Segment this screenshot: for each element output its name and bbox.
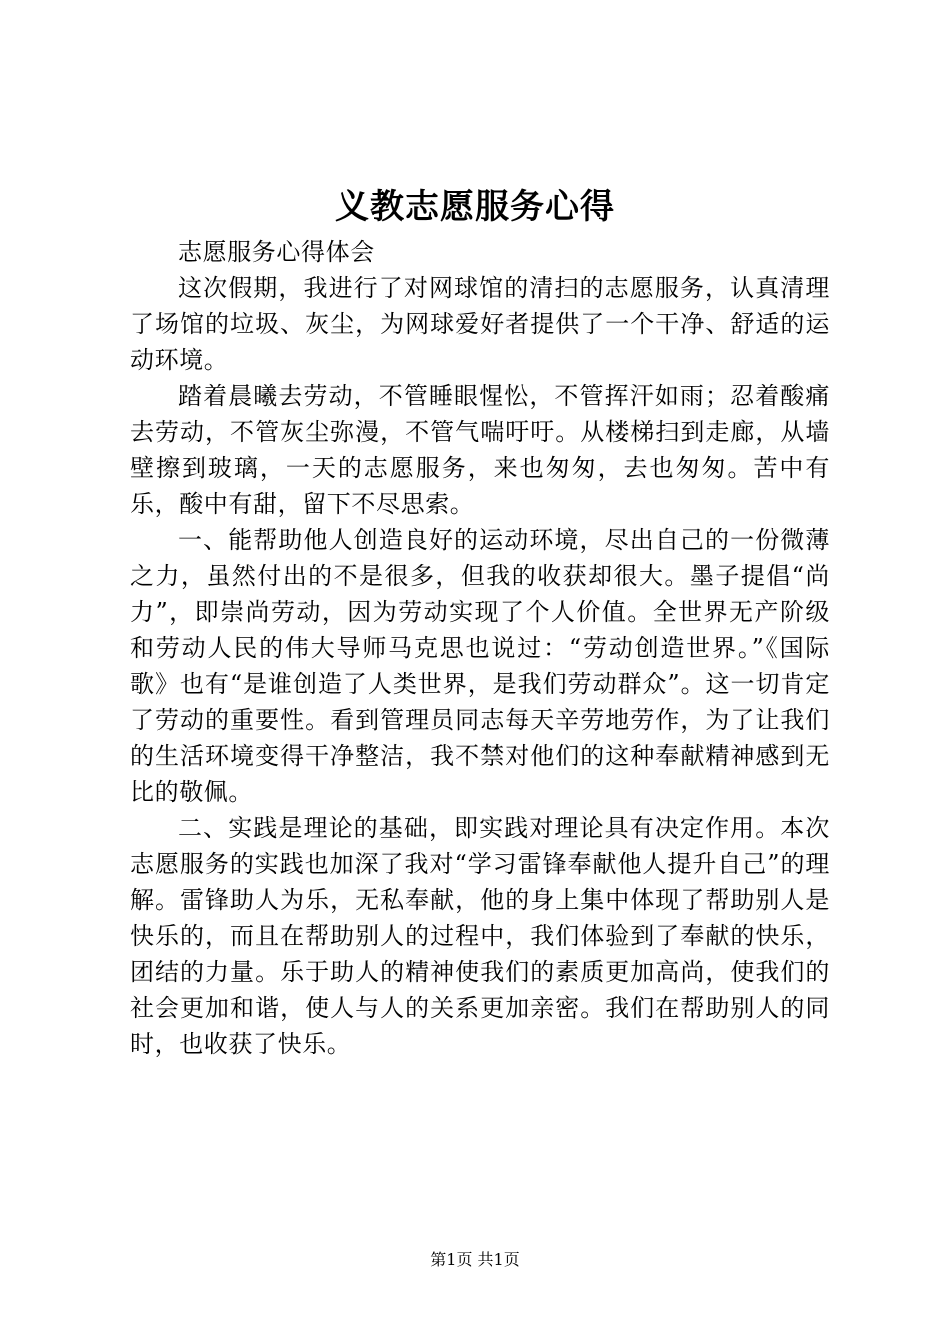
paragraph-point-one: 一、能帮助他人创造良好的运动环境，尽出自己的一份微薄之力，虽然付出的不是很多，但我的收获却很大。墨子提倡“尚力”，即崇尚劳动，因为劳动实现了个人价值。全世界无产阶级和劳动人民的伟大导师马克思也说过：“劳动创造世界。”《国际歌》也有“是谁创造了人类世界，是我们劳动群众”。这一切肯定了劳动的重要性。看到管理员同志每天辛劳地劳作，为了让我们的生活环境变得干净整洁，我不禁对他们的这种奉献精神感到无比的敬佩。 <box>130 526 830 806</box>
paragraph-subtitle: 志愿服务心得体会 <box>178 238 375 266</box>
document-body <box>130 234 830 1062</box>
document-title: 义教志愿服务心得 <box>335 187 615 227</box>
paragraph-labor: 踏着晨曦去劳动，不管睡眼惺忪，不管挥汗如雨；忍着酸痛去劳动，不管灰尘弥漫，不管气喘吁吁。从楼梯扫到走廊，从墙壁擦到玻璃，一天的志愿服务，来也匆匆，去也匆匆。苦中有乐，酸中有甜，留下不尽思索。 <box>130 382 830 518</box>
page-footer: 第1页 共1页 <box>430 1250 520 1269</box>
paragraph-point-two: 二、实践是理论的基础，即实践对理论具有决定作用。本次志愿服务的实践也加深了我对“学习雷锋奉献他人提升自己”的理解。雷锋助人为乐，无私奉献，他的身上集中体现了帮助别人是快乐的，而且在帮助别人的过程中，我们体验到了奉献的快乐，团结的力量。乐于助人的精神使我们的素质更加高尚，使我们的社会更加和谐，使人与人的关系更加亲密。我们在帮助别人的同时，也收获了快乐。 <box>130 814 830 1058</box>
paragraph-intro: 这次假期，我进行了对网球馆的清扫的志愿服务，认真清理了场馆的垃圾、灰尘，为网球爱好者提供了一个干净、舒适的运动环境。 <box>130 274 830 374</box>
